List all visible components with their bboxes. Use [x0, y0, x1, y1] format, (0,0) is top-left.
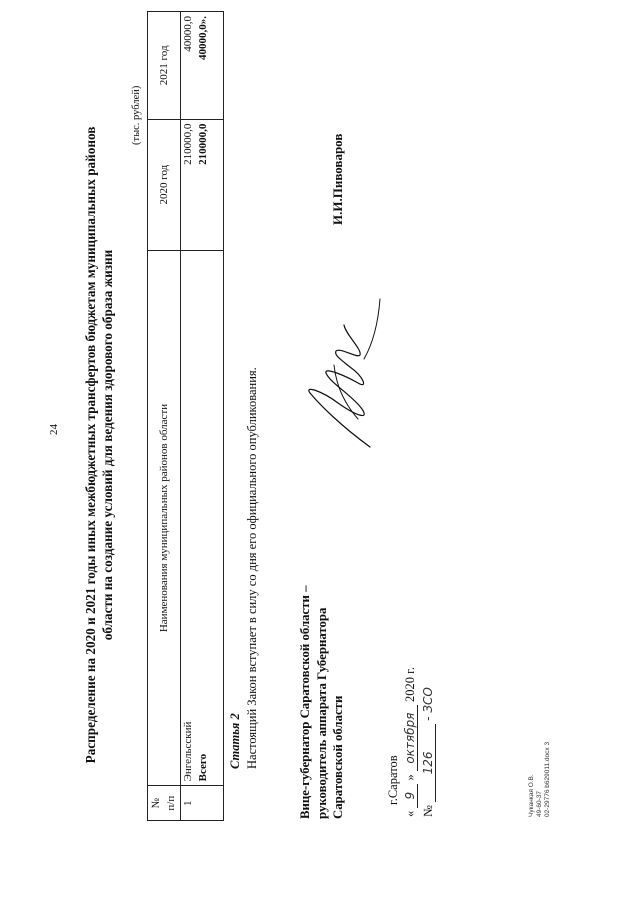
- row-name-cell: [181, 250, 224, 786]
- position-line-1: Вице-губернатор Саратовской области –: [298, 585, 312, 819]
- handwritten-signature: [300, 295, 392, 455]
- document-title: [82, 30, 116, 860]
- number-value: 126: [421, 724, 436, 802]
- row-district-name: Энгельсский: [182, 721, 194, 782]
- date-close-quote: »: [403, 774, 417, 781]
- number-prefix: №: [421, 805, 435, 817]
- header-num: № п/п: [148, 786, 181, 821]
- place: г.Саратов: [386, 755, 400, 805]
- number-suffix: - ЗСО: [421, 687, 435, 721]
- total-2020-value: 210000,0: [197, 123, 209, 165]
- row-2021-value: 40000,0: [182, 16, 194, 52]
- row-2020-cell: [181, 119, 224, 250]
- table-row: [181, 12, 224, 821]
- row-num: 1: [182, 800, 194, 806]
- number-line: [421, 687, 436, 817]
- article-heading: Статья 2: [228, 713, 242, 769]
- page-number: 24: [48, 424, 60, 435]
- row-2021-cell: [181, 12, 224, 120]
- title-line-1: Распределение на 2020 и 2021 годы иных межбюджетных трансфертов бюджетам муниципальных районов: [83, 126, 98, 764]
- footer: [528, 742, 552, 817]
- footer-line-2: 49-60-37: [536, 790, 543, 817]
- date-year: 2020 г.: [403, 667, 417, 702]
- total-2021-value: 40000,0».: [197, 16, 209, 60]
- allocation-table: [147, 11, 224, 821]
- article-text: Настоящий Закон вступает в силу со дня его официального опубликования.: [245, 367, 259, 769]
- signatory-position: [297, 586, 347, 820]
- date-line: [403, 667, 418, 817]
- position-line-2: руководитель аппарата Губернатора: [314, 607, 329, 819]
- row-2020-value: 210000,0: [182, 123, 194, 165]
- total-label: Всего: [197, 753, 209, 782]
- units-note: (тыс. рублей): [131, 85, 142, 145]
- header-name: Наименования муниципальных районов области: [148, 250, 181, 786]
- footer-line-3: 02-29776 b629011.docx 3: [544, 741, 551, 817]
- date-day: 9: [403, 784, 418, 808]
- date-open-quote: «: [403, 810, 417, 817]
- title-line-2: области на создание условий для ведения здорового образа жизни: [100, 249, 115, 641]
- date-month: октября: [403, 705, 418, 771]
- header-2020: 2020 год: [148, 119, 181, 250]
- row-num-cell: [181, 786, 224, 821]
- position-line-3: Саратовской области: [331, 695, 345, 819]
- table-header-row: [148, 12, 181, 821]
- signatory-name: И.И.Пивоваров: [330, 133, 345, 225]
- header-2021: 2021 год: [148, 12, 181, 120]
- footer-line-1: Чуканкая О.В.: [528, 774, 535, 817]
